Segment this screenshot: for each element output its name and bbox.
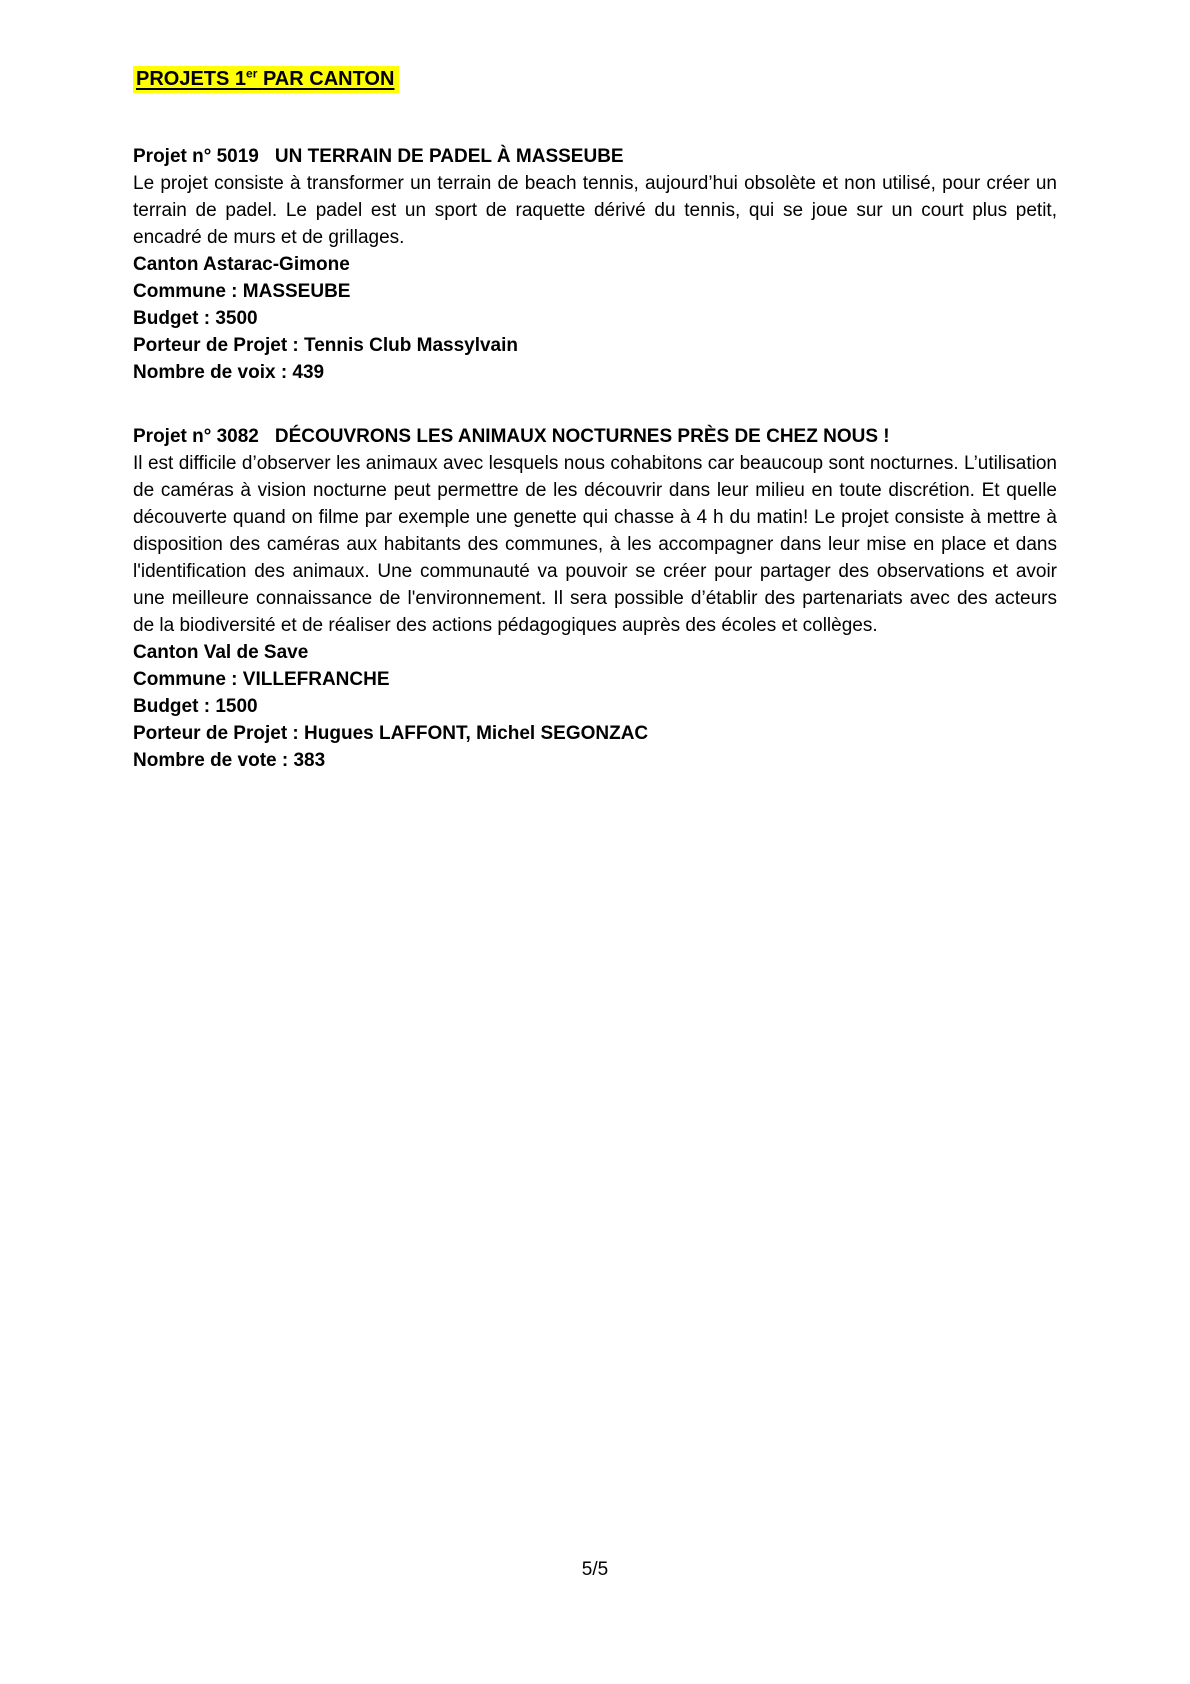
project-canton: Canton Val de Save xyxy=(133,642,309,663)
project-description: Il est difficile d’observer les animaux avec lesquels nous cohabitons car beaucoup sont nocturnes. L’utilisation de caméras à vision nocturne peut permettre de les découvrir dans leur milieu en toute discrétion. Et quelle découverte quand on filme par exemple une genette qui chasse à 4 h du matin! Le projet consiste à mettre à disposition des caméras aux habitants des communes, à les accompagner dans leur mise en place et dans l'identification des animaux. Une communauté va pouvoir se créer pour partager des observations et avoir une meilleure connaissance de l'environnement. Il sera possible d’établir des partenariats avec des acteurs de la biodiversité et de réaliser des actions pédagogiques auprès des écoles et collèges. xyxy=(133,453,1057,636)
project-number: Projet n° 3082 xyxy=(133,426,259,447)
project-commune: Commune : MASSEUBE xyxy=(133,281,351,302)
project-votes: Nombre de vote : 383 xyxy=(133,750,326,771)
project-number: Projet n° 5019 xyxy=(133,146,259,167)
page-title xyxy=(133,63,1057,95)
project-commune: Commune : VILLEFRANCHE xyxy=(133,669,390,690)
title-prefix: PROJETS 1 xyxy=(136,68,247,90)
project-section-5019 xyxy=(133,143,1057,386)
title-highlight xyxy=(133,66,399,93)
project-title: UN TERRAIN DE PADEL À MASSEUBE xyxy=(274,146,624,167)
title-text xyxy=(136,68,394,90)
project-heading xyxy=(133,423,1057,450)
project-budget: Budget : 3500 xyxy=(133,308,258,329)
page-content xyxy=(133,63,1057,774)
title-superscript: er xyxy=(246,66,258,81)
page-number: 5/5 xyxy=(581,1559,609,1580)
project-title: DÉCOUVRONS LES ANIMAUX NOCTURNES PRÈS DE CHEZ NOUS ! xyxy=(274,426,890,447)
project-votes: Nombre de voix : 439 xyxy=(133,362,325,383)
project-section-3082 xyxy=(133,423,1057,774)
project-porteur: Porteur de Projet : Hugues LAFFONT, Michel SEGONZAC xyxy=(133,723,649,744)
project-porteur: Porteur de Projet : Tennis Club Massylvain xyxy=(133,335,519,356)
title-suffix: PAR CANTON xyxy=(257,68,395,90)
project-heading xyxy=(133,143,1057,170)
project-description: Le projet consiste à transformer un terrain de beach tennis, aujourd’hui obsolète et non utilisé, pour créer un terrain de padel. Le padel est un sport de raquette dérivé du tennis, qui se joue sur un court plus petit, encadré de murs et de grillages. xyxy=(133,173,1057,248)
project-canton: Canton Astarac-Gimone xyxy=(133,254,350,275)
project-budget: Budget : 1500 xyxy=(133,696,258,717)
